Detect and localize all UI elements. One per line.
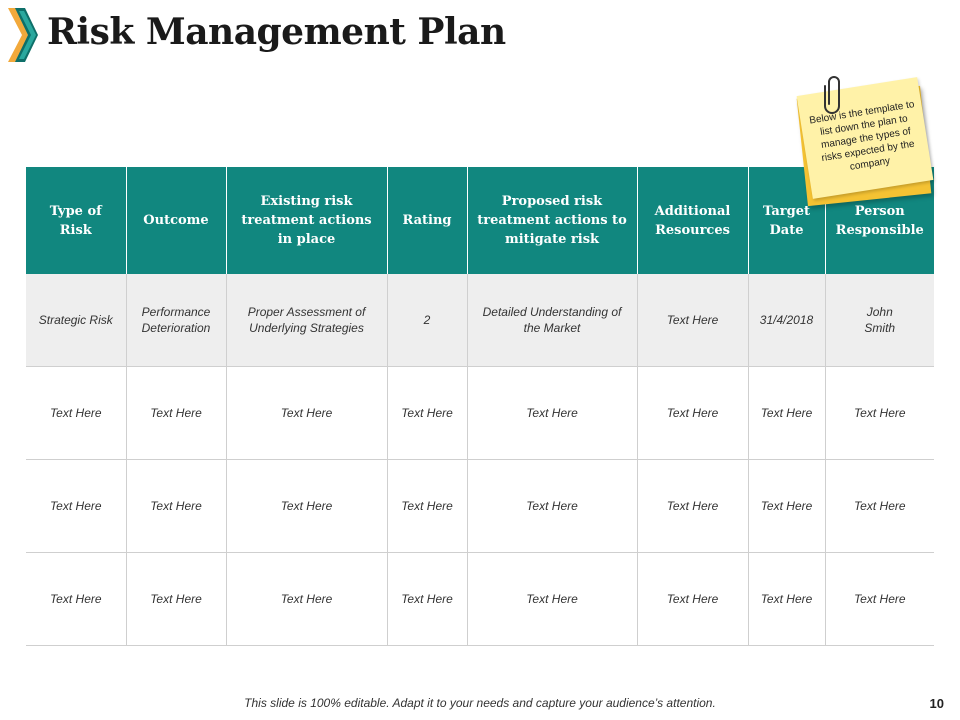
sticky-note-text: Below is the template to list down the plan to manage the types of risks expected by the company (808, 99, 916, 173)
table-cell: Text Here (226, 367, 387, 460)
page-title: Risk Management Plan (47, 11, 506, 53)
sticky-note (800, 86, 930, 198)
table-cell (637, 274, 748, 367)
cell-text: John Smith (864, 305, 896, 335)
page-number: 10 (929, 696, 944, 711)
table-cell (26, 274, 126, 367)
table-cell: Text Here (637, 460, 748, 553)
table-cell: Text Here (226, 460, 387, 553)
cell-text: Strategic Risk (38, 313, 113, 327)
cell-text: Performance Deterioration (141, 305, 211, 335)
table-cell: Text Here (637, 553, 748, 646)
cell-text: 31/4/2018 (759, 313, 814, 327)
table-cell: Text Here (26, 553, 126, 646)
table-cell (226, 274, 387, 367)
cell-text: Text Here (666, 313, 719, 327)
paperclip-icon (822, 74, 844, 118)
header-outcome: Outcome (126, 167, 226, 274)
table-cell: Text Here (387, 367, 467, 460)
cell-text: Proper Assessment of Underlying Strategies (247, 305, 366, 335)
table-cell: Text Here (748, 367, 825, 460)
table-cell: Text Here (387, 460, 467, 553)
table-cell: Text Here (467, 553, 637, 646)
table-cell: Text Here (467, 460, 637, 553)
footer-note: This slide is 100% editable. Adapt it to your needs and capture your audience’s attention. (244, 696, 716, 710)
table-cell: Text Here (825, 367, 934, 460)
table-row (26, 274, 934, 367)
cell-text: Detailed Understanding of the Market (482, 305, 622, 335)
table-cell: Text Here (825, 460, 934, 553)
header-existing-actions: Existing risk treatment actions in place (226, 167, 387, 274)
table-header-row (26, 167, 934, 274)
table-cell (825, 274, 934, 367)
table-cell: Text Here (467, 367, 637, 460)
table-cell (126, 274, 226, 367)
table-cell: Text Here (825, 553, 934, 646)
table-cell (748, 274, 825, 367)
table-cell: Text Here (387, 553, 467, 646)
table-row (26, 553, 934, 646)
header-type-of-risk: Type of Risk (26, 167, 126, 274)
table-row (26, 367, 934, 460)
table-cell: Text Here (26, 367, 126, 460)
table-cell (387, 274, 467, 367)
header-additional-resources: Additional Resources (637, 167, 748, 274)
table-cell: Text Here (637, 367, 748, 460)
header-rating: Rating (387, 167, 467, 274)
table-cell: Text Here (226, 553, 387, 646)
table-cell: Text Here (126, 553, 226, 646)
header-target-date: Target Date (748, 167, 825, 274)
table-cell: Text Here (126, 367, 226, 460)
table-cell: Text Here (748, 553, 825, 646)
table-cell: Text Here (126, 460, 226, 553)
header-person-responsible: Person Responsible (825, 167, 934, 274)
table-cell (467, 274, 637, 367)
table-cell: Text Here (26, 460, 126, 553)
table-cell: Text Here (748, 460, 825, 553)
chevron-icon (8, 8, 38, 62)
risk-plan-table (26, 167, 934, 646)
cell-text: 2 (423, 313, 431, 327)
header-proposed-actions: Proposed risk treatment actions to mitigate risk (467, 167, 637, 274)
table-row (26, 460, 934, 553)
